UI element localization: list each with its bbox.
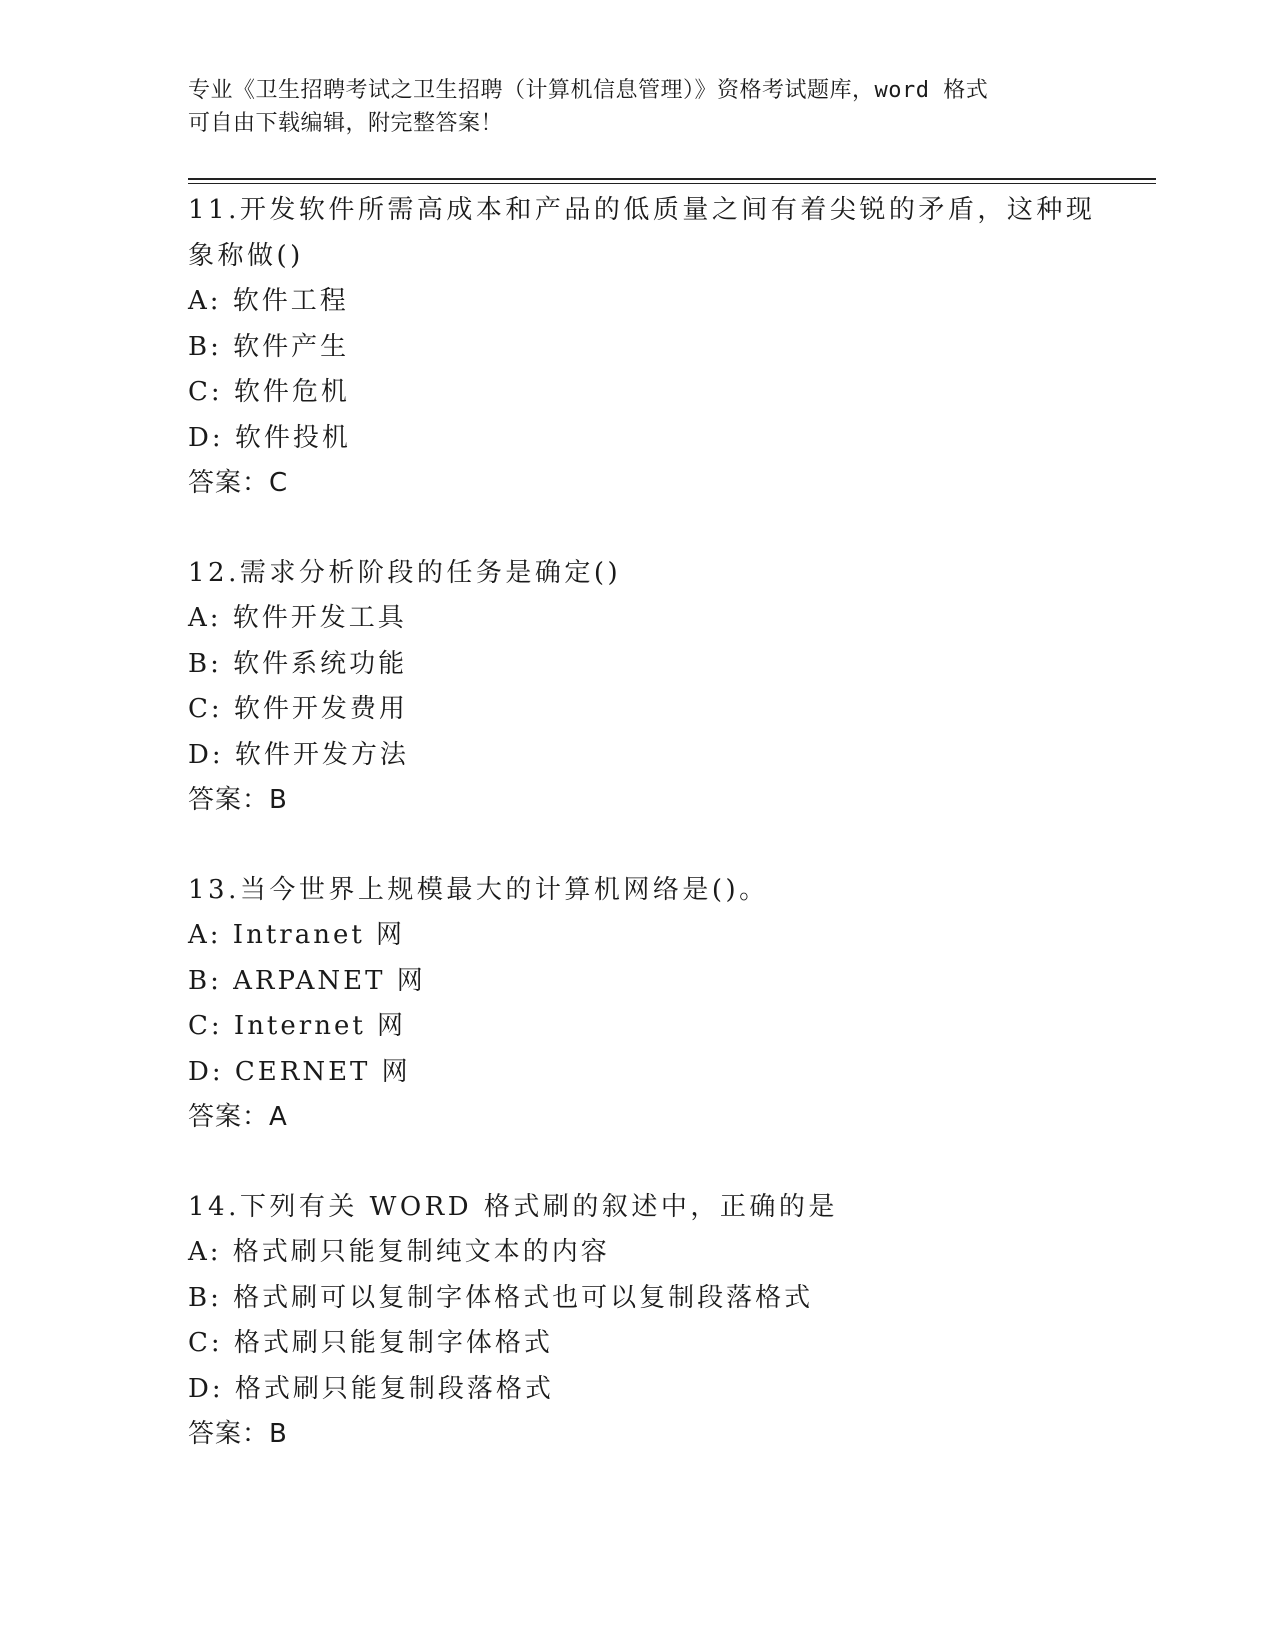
question-11	[188, 188, 1096, 507]
option-a: A: 软件工程	[188, 286, 349, 316]
option-b: B: 格式刷可以复制字体格式也可以复制段落格式	[188, 1282, 814, 1313]
answer-label: 答案：C	[188, 468, 289, 498]
question-stem-continued: 象称做()	[188, 240, 304, 271]
option-c: C: 软件危机	[188, 377, 350, 407]
answer-label: 答案：A	[188, 1102, 288, 1132]
option-b: B: 软件系统功能	[188, 648, 408, 679]
option-c: C: Internet 网	[188, 1011, 407, 1041]
option-a: A: Intranet 网	[188, 920, 406, 950]
question-stem: 14.下列有关 WORD 格式刷的叙述中，正确的是	[188, 1191, 838, 1222]
question-list	[188, 188, 1096, 1502]
question-stem: 13.当今世界上规模最大的计算机网络是()。	[188, 874, 769, 905]
header-line-2: 可自由下载编辑，附完整答案！	[188, 111, 504, 136]
option-a: A: 软件开发工具	[188, 603, 407, 633]
question-13	[188, 868, 1088, 1141]
option-b: B: ARPANET 网	[188, 965, 426, 996]
option-c: C: 软件开发费用	[188, 694, 408, 724]
option-d: D: CERNET 网	[188, 1056, 411, 1087]
option-c: C: 格式刷只能复制字体格式	[188, 1328, 553, 1358]
question-stem: 11.开发软件所需高成本和产品的低质量之间有着尖锐的矛盾，这种现	[188, 195, 1096, 225]
header-divider-thick	[188, 178, 1156, 180]
header-line-1: 专业《卫生招聘考试之卫生招聘（计算机信息管理）》资格考试题库，word 格式	[188, 78, 989, 103]
header-divider-thin	[188, 183, 1156, 184]
option-b: B: 软件产生	[188, 331, 350, 362]
answer-label: 答案：B	[188, 785, 288, 815]
question-12	[188, 551, 1088, 824]
option-d: D: 软件开发方法	[188, 739, 409, 770]
option-d: D: 格式刷只能复制段落格式	[188, 1373, 554, 1404]
option-a: A: 格式刷只能复制纯文本的内容	[188, 1237, 610, 1267]
question-stem: 12.需求分析阶段的任务是确定()	[188, 557, 622, 588]
question-14	[188, 1185, 1088, 1458]
option-d: D: 软件投机	[188, 422, 351, 453]
document-header	[188, 74, 1068, 140]
answer-label: 答案：B	[188, 1419, 288, 1449]
